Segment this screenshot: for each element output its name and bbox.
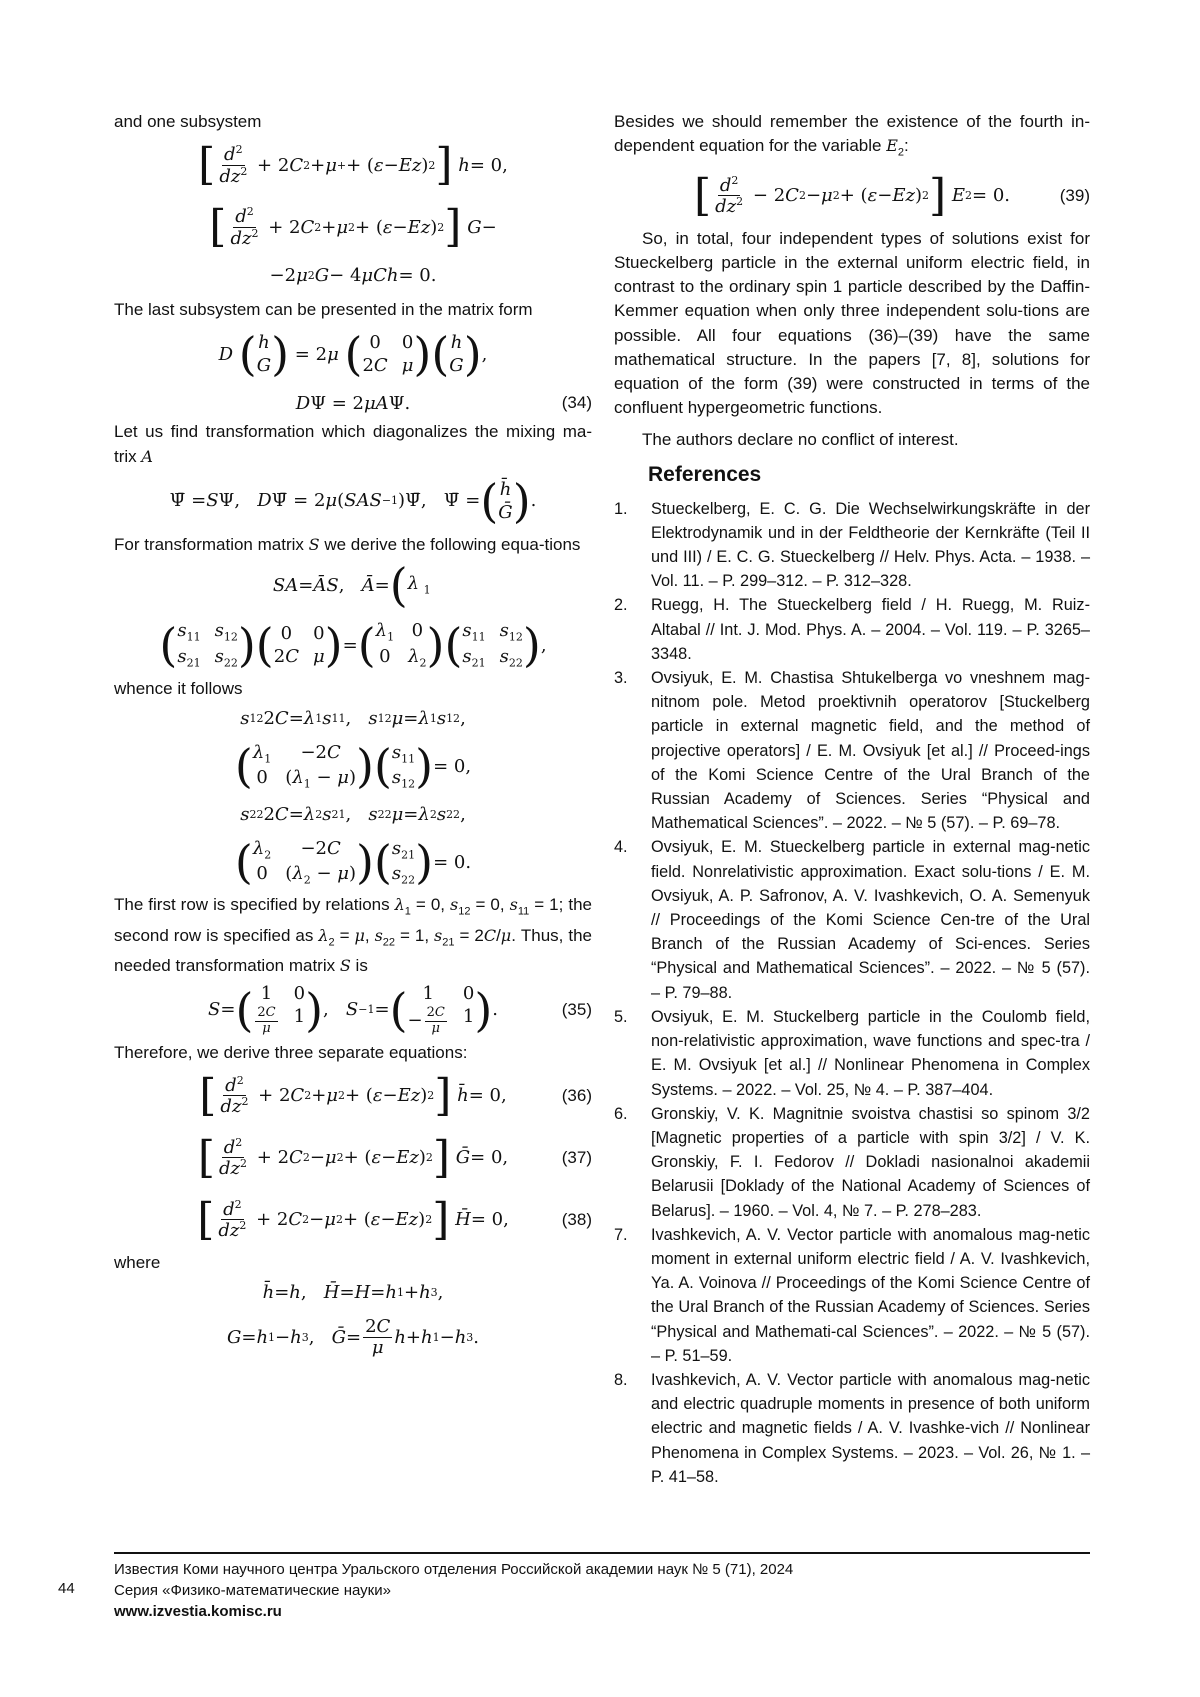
reference-item [614, 1005, 1090, 1102]
journal-title: Известия Коми научного центра Уральского отделения Российской академии наук № 5 (71), 2024 [114, 1561, 794, 1578]
equation: −2 μ 2 G − 4 μCh = 0. [269, 264, 437, 286]
equation-number: (39) [1059, 185, 1090, 205]
equation-number: (36) [561, 1085, 592, 1105]
reference-number: 7. [614, 1225, 628, 1244]
reference-number: 4. [614, 838, 628, 857]
reference-text: Ovsiyuk, E. M. Stueckelberg particle in external mag-netic field. Nonrelativistic approximation. Exact solu-tions / E. M. Ovsiyuk, A. P. Safronov, A. V. Ivashkevich, O. A. Semenyuk // Proceedings of the Komi Science Cen-tre of the Ural Branch of the Russian Academy of Sci-ences. Series “Physical and Mathematical Sciences”. – 2022. – № 5 (57). – P. 79–88. [651, 838, 1090, 1002]
equation: D ( h G ) = 2 μ ( 0 0 2C μ ) ( h G ) , [218, 327, 488, 382]
paragraph: Let us find transformation which diagonalizes the mixing ma-trix A [114, 422, 592, 466]
paragraph: Besides we should remember the existence of the fourth in-dependent equation for the variable $E_2$: [614, 112, 1090, 159]
paragraph: For transformation matrix S we derive the following equa-tions [114, 534, 581, 554]
equation-38: [ $\frac{d^2}{dz^2}$ + 2 C 2 − μ 2 + ( ε − Ez ) 2 ] H̄ = 0, (38) [197, 1193, 592, 1245]
paragraph-text: For transformation matrix [114, 534, 304, 554]
equation-number: (34) [561, 393, 592, 413]
reference-text: Ovsiyuk, E. M. Chastisa Shtukelberga vo vneshnem mag-nitnom pole. Metod proektivnih operatorov [Stuckelberg particle in external magnetic field, and the method of projective operators] / E. M. Ovsiyuk [et al.] // Proceed-ings of the Komi Science Centre of the Ural Branch of the Russian Academy of Sciences. Series “Physical and Mathematical Sciences”. – 2022. – № 5 (57). – P. 69–78. [651, 669, 1090, 833]
left-column [114, 110, 592, 1365]
equation-39: [ $\frac{d^2}{dz^2}$ − 2 C 2 − μ 2 + ( ε − Ez ) 2 ] E 2 = 0. (39) [693, 169, 1090, 221]
reference-number: 3. [614, 669, 628, 688]
paragraph: and one subsystem [114, 112, 262, 131]
equation: ( $s_{11}$ $s_{12}$ $s_{21}$ $s_{22}$ ) ( 0 0 2C μ ) = ( $\lambda_1$ 0 0 $\lambda_2$ ) ( $s_{11}$ $s_{12}$ $s_{21}$ $s_{22}$ ) , [159, 618, 547, 673]
reference-number: 6. [614, 1104, 628, 1123]
paragraph-text: ; the second row is specified as [114, 895, 592, 945]
equation: [ $\frac{d^2}{dz^2}$ + 2 C 2 + μ 2 + ( ε − Ez ) 2 ] G − [209, 201, 497, 253]
paragraph: where [114, 1252, 161, 1272]
footer-divider [114, 1552, 1090, 1554]
equation: h̄ = h , H̄ = H = h 1 + h 3 , [262, 1281, 444, 1303]
equation: [ $\frac{d^2}{dz^2}$ + 2 C 2 + μ + + ( ε − Ez ) 2 ] h = 0, [198, 139, 508, 191]
journal-series: Серия «Физико-математические науки» [114, 1582, 391, 1599]
paragraph-text: we derive the following equa-tions [324, 534, 581, 554]
equation: Ψ̄ = S Ψ, D Ψ̄ = 2 μ ( SAS −1 )Ψ̄, Ψ̄ = ( h̄ Ḡ ) . [169, 473, 537, 528]
right-column [614, 110, 1090, 1489]
reference-item [614, 835, 1090, 1004]
equation: s 12 2 C = λ 1 s 11 , s 12 μ = λ 1 s 12 , [240, 707, 466, 729]
paragraph-text: . Thus, the needed transformation matrix [114, 925, 592, 976]
reference-text: Ovsiyuk, E. M. Stuckelberg particle in the Coulomb field, non-relativistic approximation, wave functions and spec-tra / E. M. Ovsiyuk [et al.] // Nonlinear Phenomena in Complex Systems. – 2022. – Vol. 25, № 4. – P. 387–404. [651, 1007, 1090, 1099]
paragraph: The authors declare no conflict of interest. [642, 430, 959, 450]
page-number: 44 [58, 1580, 75, 1597]
equation: SA = ĀS , Ā = ( λ $_1$ [272, 558, 431, 613]
equation-35: S = ( 1 0 $\frac{2C}{\mu}$ 1 ) , S −1 = ( 1 0 − $\frac{2C}{\mu}$ 1 ) . (35) [208, 982, 592, 1037]
reference-item [614, 1102, 1090, 1223]
reference-item [614, 497, 1090, 594]
reference-item [614, 1368, 1090, 1489]
reference-text: Ivashkevich, A. V. Vector particle with anomalous mag-netic and electric quadruple moments in presence of both uniform electric and magnetic fields / A. V. Ivashke-vich // Nonlinear Phenomena in Complex Systems. – 2023. – Vol. 26, № 1. – P. 41–58. [651, 1370, 1090, 1486]
equation-number: (38) [561, 1209, 592, 1229]
references-heading: References [648, 462, 762, 486]
equation-37: [ $\frac{d^2}{dz^2}$ + 2 C 2 − μ 2 + ( ε − Ez ) 2 ] Ḡ = 0, (37) [197, 1131, 592, 1183]
reference-item [614, 593, 1090, 666]
equation: G = h 1 − h 3 , Ḡ = $\frac{2C}{\mu}$ h + h 1 − h 3 . [226, 1315, 480, 1358]
paragraph-text: Let us find transformation which diagonalizes the mixing ma-trix [114, 422, 592, 466]
reference-item [614, 666, 1090, 835]
reference-number: 8. [614, 1370, 628, 1389]
paragraph-text: is [355, 956, 368, 976]
paragraph-text: The first row is specified by relations [114, 895, 390, 915]
equation: ( $\lambda_1$ −2C 0 $(\lambda_1 - \mu)$ ) ( $s_{11}$ $s_{12}$ ) = 0, [234, 739, 472, 794]
equation-number: (35) [561, 999, 592, 1019]
paragraph: The first row is specified by relations $\lambda_1 = 0$, $s_{12} = 0$, $s_{11} = 1$; the second row is specified as $\lambda_2 = \mu$, $s_{22} = 1$, $s_{21} = 2C/\mu$. Thus, the needed transformation matrix S is [114, 895, 592, 976]
reference-number: 2. [614, 596, 628, 615]
references-list [614, 497, 1090, 1489]
equation-34: D Ψ = 2 μA Ψ. (34) [295, 392, 592, 414]
paragraph-text: Besides we should remember the existence of the fourth in-dependent equation for the variable [614, 112, 1090, 156]
reference-text: Ruegg, H. The Stueckelberg field / H. Ruegg, M. Ruiz-Altabal // Int. J. Mod. Phys. A. – 2004. – Vol. 119. – P. 3265–3348. [651, 596, 1090, 663]
reference-text: Stueckelberg, E. C. G. Die Wechselwirkungskräfte in der Elektrodynamik und in der Feldtheorie der Kernkräfte (Teil II und III) / E. C. G. Stueckelberg // Helv. Phys. Acta. – 1938. – Vol. 11. – P. 299–312. – P. 312–328. [651, 499, 1090, 591]
equation: s 22 2 C = λ 2 s 21 , s 22 μ = λ 2 s 22 , [240, 803, 466, 825]
paragraph: Therefore, we derive three separate equations: [114, 1042, 468, 1062]
equation-36: [ $\frac{d^2}{dz^2}$ + 2 C 2 + μ 2 + ( ε − Ez ) 2 ] h̄ = 0, (36) [199, 1069, 592, 1121]
paragraph: So, in total, four independent types of solutions exist for Stueckelberg particle in the external uniform electric field, in contrast to the ordinary spin 1 particle described by the Daffin-Kemmer equation when only three independent solu-tions are possible. All four equations (36)–(39) have the same mathematical structure. In the papers [7, 8], solutions for equation of the form (39) were constructed in terms of the confluent hypergeometric functions. [614, 228, 1090, 418]
reference-item [614, 1223, 1090, 1368]
reference-number: 5. [614, 1007, 628, 1026]
reference-text: Gronskiy, V. K. Magnitnie svoistva chastisi so spinom 3/2 [Magnetic properties of a particle with spin 3/2] / V. K. Gronskiy, F. I. Fedorov // Dokladi nasionalnoi akademii Belarusii [Doklady of the National Academy of Sciences of Belarus]. – 1960. – Vol. 4, № 7. – P. 278–283. [651, 1104, 1090, 1220]
footer [114, 1559, 793, 1622]
reference-text: Ivashkevich, A. V. Vector particle with anomalous mag-netic moment in external uniform electric field / A. V. Ivashkevich, Ya. A. Voinova // Proceedings of the Komi Science Centre of the Ural Branch of the Russian Academy of Sciences. Series “Physical and Mathemati-cal Sciences”. – 2022. – № 5 (57). – P. 51–59. [651, 1225, 1090, 1365]
journal-website-link[interactable]: www.izvestia.komisc.ru [114, 1603, 282, 1620]
paragraph: whence it follows [114, 679, 243, 699]
paragraph: The last subsystem can be presented in the matrix form [114, 300, 533, 320]
equation-number: (37) [561, 1147, 592, 1167]
equation: ( $\lambda_2$ −2C 0 $(\lambda_2 - \mu)$ ) ( $s_{21}$ $s_{22}$ ) = 0. [234, 835, 472, 890]
reference-number: 1. [614, 499, 628, 518]
